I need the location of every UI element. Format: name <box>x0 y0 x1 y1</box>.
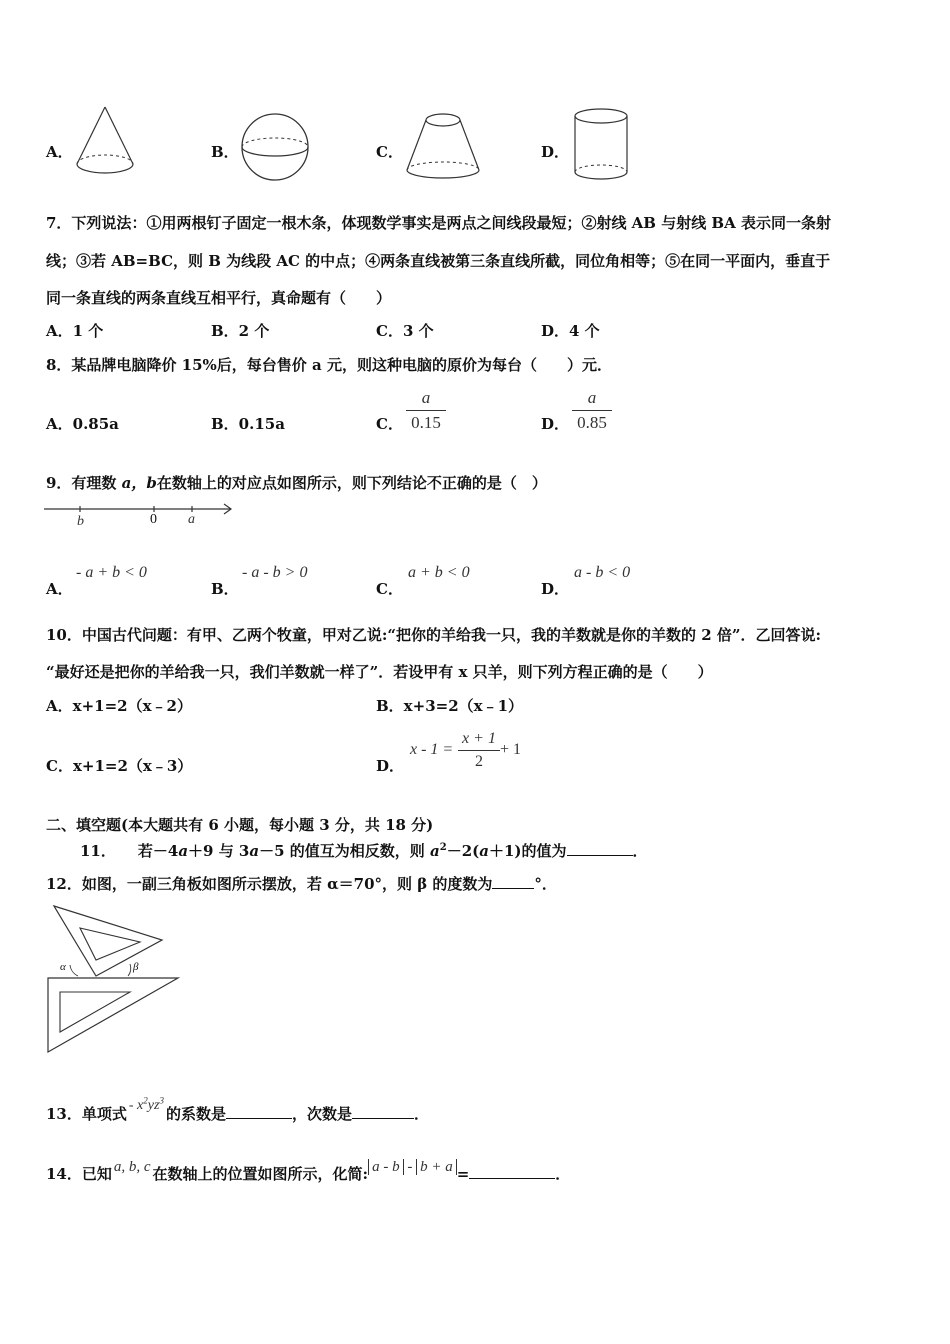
beta-label: β <box>133 961 139 973</box>
q13-var-x: x <box>137 1098 144 1113</box>
q11-tail: ． <box>632 842 648 860</box>
option-label: C． <box>376 143 403 161</box>
q14-eq: = <box>456 1165 470 1183</box>
q13-coefficient-blank[interactable] <box>226 1104 292 1119</box>
option-label: A． <box>46 143 73 161</box>
q10-option-c: C．x+1=2（x﹣3） <box>46 757 193 775</box>
q10-line2: “最好还是把你的羊给我一只，我们羊数就一样了”．若设甲有 x 只羊，则下列方程正确的是（ ） <box>46 663 713 681</box>
q12-tail: °． <box>534 875 557 893</box>
q13-var-yz: yz <box>147 1098 160 1113</box>
q13-mid2: ，次数是 <box>291 1105 352 1123</box>
q10-option-d-rhs: + 1 <box>500 741 522 758</box>
option-label: D． <box>541 143 570 161</box>
q8-option-c-fraction <box>406 388 446 433</box>
q12-answer-blank[interactable] <box>492 874 534 889</box>
q9-option-d-label: D． <box>541 580 570 598</box>
question-12 <box>46 873 557 894</box>
axis-label-zero: 0 <box>150 512 157 527</box>
q11-var-a: a <box>249 842 260 860</box>
q8-option-a: A．0.85a <box>46 415 119 433</box>
q14-abs-2: b + a <box>416 1159 457 1175</box>
q14-tail: ． <box>555 1165 571 1183</box>
axis-label-a: a <box>188 512 195 527</box>
q9-stem-post: 在数轴上的对应点如图所示，则下列结论不正确的是（ ） <box>156 474 547 492</box>
denominator: 0.15 <box>411 413 441 432</box>
axis-label-b: b <box>77 514 84 529</box>
q9-option-a-expr: - a + b < 0 <box>76 564 147 581</box>
q13-degree-blank[interactable] <box>352 1104 414 1119</box>
q11-answer-blank[interactable] <box>567 841 633 856</box>
q13-exp-z: 3 <box>159 1095 164 1106</box>
q9-stem-vars: a，b <box>121 474 157 492</box>
q11-text-mid1: ＋9 与 3 <box>188 842 250 860</box>
q14-mid: 在数轴上的位置如图所示，化简: <box>152 1165 369 1183</box>
question-13 <box>46 1095 429 1124</box>
q11-text-pre: 若－4 <box>137 842 179 860</box>
numerator: x + 1 <box>462 730 496 747</box>
q11-var-a: a <box>430 842 440 860</box>
q11-exponent: 2 <box>439 842 447 853</box>
numerator: a <box>421 388 431 407</box>
cylinder-figure <box>572 106 632 186</box>
q13-exp-x: 2 <box>143 1095 148 1106</box>
cone-figure <box>72 104 142 182</box>
q11-number: 11． <box>80 842 116 860</box>
option-label: B． <box>211 143 239 161</box>
q11-text-mid2: －5 的值互为相反数，则 <box>259 842 430 860</box>
q14-minus: - <box>407 1159 413 1175</box>
q7-option-c: C．3 个 <box>376 322 434 340</box>
numerator: a <box>587 388 597 407</box>
q9-option-b-label: B． <box>211 580 239 598</box>
q9-stem <box>46 472 547 493</box>
q8-stem: 8．某品牌电脑降价 15%后，每台售价 a 元，则这种电脑的原价为每台（ ）元． <box>46 356 612 374</box>
q11-text-end: ＋1)的值为 <box>488 842 567 860</box>
q10-option-d-fraction <box>458 730 500 771</box>
denominator: 0.85 <box>577 413 607 432</box>
q7-option-a: A．1 个 <box>46 322 104 340</box>
q13-pre: 13．单项式 <box>46 1105 127 1123</box>
q7-line3: 同一条直线的两条直线互相平行，真命题有（ ） <box>46 289 392 307</box>
q8-option-d-label: D． <box>541 415 570 433</box>
q9-option-c-expr: a + b < 0 <box>408 564 470 581</box>
set-squares-figure <box>44 902 184 1058</box>
q11-var-a: a <box>178 842 189 860</box>
q14-pre: 14．已知 <box>46 1165 112 1183</box>
frustum-figure <box>403 110 483 182</box>
q7-line1: 7．下列说法：①用两根钉子固定一根木条，体现数学事实是两点之间线段最短；②射线 AB 与射线 BA 表示同一条射 <box>46 214 831 232</box>
q14-answer-blank[interactable] <box>469 1164 555 1179</box>
q7-line2: 线；③若 AB=BC，则 B 为线段 AC 的中点；④两条直线被第三条直线所截，同位角相等；⑤在同一平面内，垂直于 <box>46 252 831 270</box>
q9-option-a-label: A． <box>46 580 73 598</box>
question-14 <box>46 1159 571 1184</box>
section-2-heading: 二、填空题(本大题共有 6 小题，每小题 3 分，共 18 分) <box>46 816 434 834</box>
q11-var-a: a <box>479 842 489 860</box>
q14-abs-1: a - b <box>368 1159 404 1175</box>
q8-option-d-fraction <box>572 388 612 433</box>
q12-text: 12．如图，一副三角板如图所示摆放，若 α＝70°，则 β 的度数为 <box>46 875 493 893</box>
q10-option-d-lhs: x - 1 = <box>410 741 454 758</box>
q13-tail: ． <box>413 1105 429 1123</box>
q9-option-d-expr: a - b < 0 <box>574 564 631 581</box>
q10-option-a: A．x+1=2（x﹣2） <box>46 697 192 715</box>
number-line <box>44 500 234 530</box>
q14-vars: a, b, c <box>113 1159 151 1175</box>
alpha-label: α <box>60 961 66 973</box>
q8-option-b: B．0.15a <box>211 415 285 433</box>
question-11 <box>80 840 648 861</box>
q13-minus: - <box>128 1098 134 1113</box>
q8-option-c-label: C． <box>376 415 403 433</box>
denominator: 2 <box>475 753 483 770</box>
q10-option-b: B．x+3=2（x﹣1） <box>376 697 524 715</box>
q10-option-d-label: D． <box>376 757 405 775</box>
q10-line1: 10．中国古代问题：有甲、乙两个牧童，甲对乙说:“把你的羊给我一只，我的羊数就是你的羊数的 2 倍”．乙回答说: <box>46 626 822 644</box>
q7-option-d: D．4 个 <box>541 322 600 340</box>
q9-option-c-label: C． <box>376 580 403 598</box>
q11-text-mid3: －2( <box>446 842 480 860</box>
sphere-figure <box>240 112 312 184</box>
q9-stem-pre: 9．有理数 <box>46 474 122 492</box>
q7-option-b: B．2 个 <box>211 322 270 340</box>
q9-option-b-expr: - a - b > 0 <box>242 564 308 581</box>
q13-mid: 的系数是 <box>165 1105 226 1123</box>
